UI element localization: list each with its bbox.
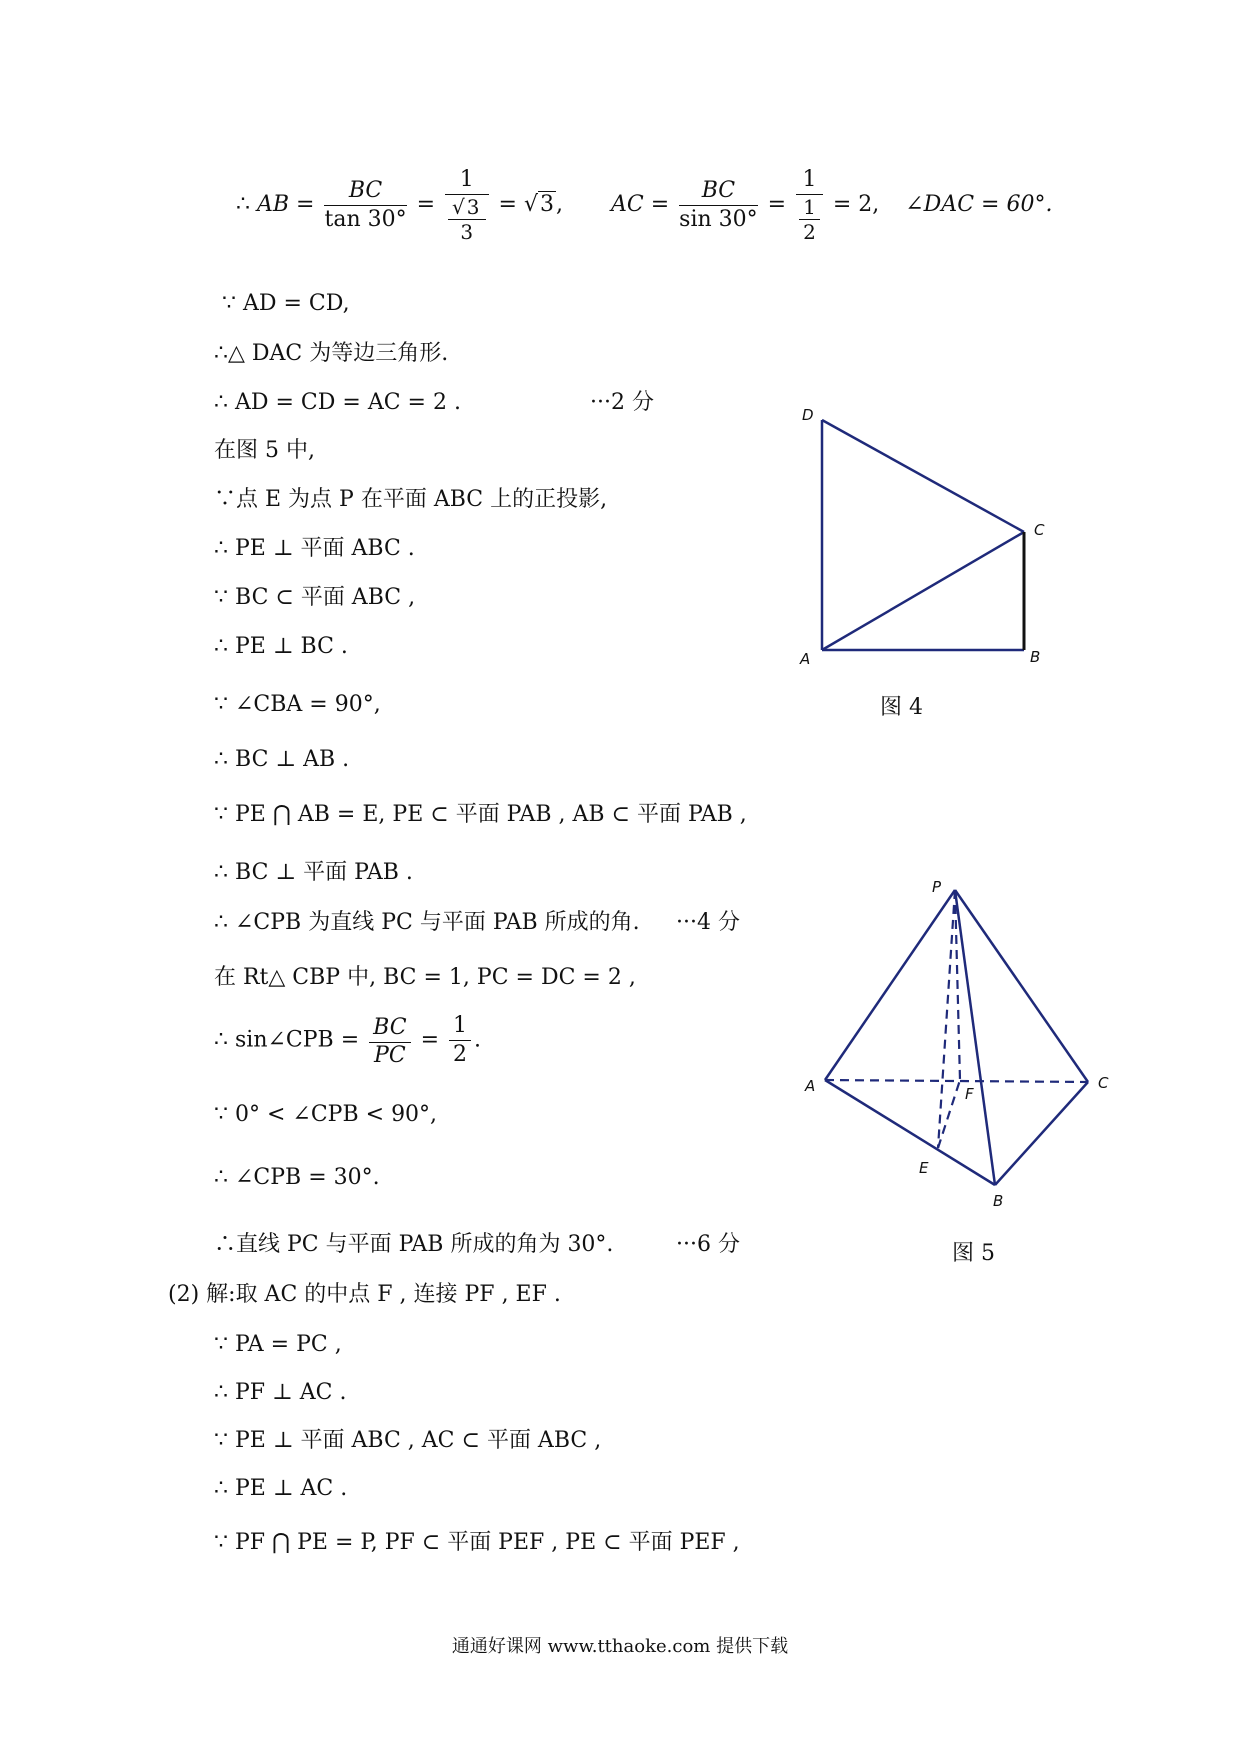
proof-line: ∵ PE ⊥ 平面 ABC , AC ⊂ 平面 ABC , <box>214 1428 602 1453</box>
sin-equation: ∴ sin∠CPB = $\frac{BC}{PC}$ = $\frac{1}{2}$ . <box>214 1013 482 1068</box>
proof-line: ∴ PE ⊥ AC . <box>214 1476 348 1501</box>
edge-AC <box>825 1080 1088 1082</box>
label-B: B <box>993 1192 1004 1210</box>
proof-line: ∵ BC ⊂ 平面 ABC , <box>214 585 416 610</box>
proof-line: ∴ ∠CPB = 30°. <box>214 1165 380 1190</box>
label-D: D <box>802 406 814 424</box>
edge-PB <box>955 890 995 1185</box>
figure-4-caption: 图 4 <box>880 695 923 720</box>
proof-line: 在 Rt△ CBP 中, BC = 1, PC = DC = 2 , <box>214 965 636 990</box>
equation-ab-ac: ∴ AB = $\frac{BC}{\tan 30^\circ}$ = $\frac{1}{\frac{√ 3}{3}}$ = √3, AC = $\frac{BC}{\sin 30^\circ}$ = $\frac{1}{\frac{1}{2}}$ = 2, ∠DAC = 60°. <box>236 167 1053 244</box>
edge-PE <box>938 890 955 1148</box>
proof-line: 在图 5 中, <box>214 438 315 463</box>
proof-line: ∴ AD = CD = AC = 2 . <box>214 390 461 415</box>
edge-PA <box>825 890 955 1080</box>
figure-4-diagram <box>790 400 1080 680</box>
proof-line: ∴直线 PC 与平面 PAB 所成的角为 30°. <box>214 1232 614 1257</box>
proof-line: ∴ PE ⊥ 平面 ABC . <box>214 536 415 561</box>
label-C: C <box>1034 521 1045 539</box>
score-mark: ···2 分 <box>590 390 654 415</box>
label-B: B <box>1030 648 1041 666</box>
page-footer: 通通好课网 www.tthaoke.com 提供下载 <box>451 1636 789 1657</box>
label-P: P <box>932 878 942 896</box>
proof-line: ∵ PA = PC , <box>214 1332 342 1357</box>
proof-line: ∵ ∠CBA = 90°, <box>214 692 381 717</box>
figure-5-caption: 图 5 <box>952 1241 995 1266</box>
edge-BC <box>995 1082 1088 1185</box>
label-A: A <box>800 650 811 668</box>
proof-line: ∵ AD = CD, <box>222 291 350 316</box>
figure-5-diagram <box>795 870 1135 1220</box>
proof-line: ∴ PF ⊥ AC . <box>214 1380 347 1405</box>
fraction-bc-tan30: $\frac{BC}{\tan 30^\circ}$ <box>324 177 407 232</box>
proof-line: ∵ 0° < ∠CPB < 90°, <box>214 1102 438 1127</box>
proof-line: ∴ ∠CPB 为直线 PC 与平面 PAB 所成的角. <box>214 910 640 935</box>
proof-line: ∴△ DAC 为等边三角形. <box>214 341 449 366</box>
score-mark: ···6 分 <box>676 1232 740 1257</box>
label-E: E <box>919 1159 929 1177</box>
proof-line: ∵ PF ⋂ PE = P, PF ⊂ 平面 PEF , PE ⊂ 平面 PEF , <box>214 1530 740 1555</box>
proof-line: ∵ PE ⋂ AB = E, PE ⊂ 平面 PAB , AB ⊂ 平面 PAB , <box>214 802 747 827</box>
score-mark: ···4 分 <box>676 910 740 935</box>
proof-line: ∴ BC ⊥ AB . <box>214 747 350 772</box>
edge-DC <box>822 420 1024 532</box>
label-A: A <box>805 1077 816 1095</box>
label-F: F <box>965 1085 974 1103</box>
edge-PC <box>955 890 1088 1082</box>
proof-line: ∴ BC ⊥ 平面 PAB . <box>214 860 413 885</box>
fraction-bc-sin30: $\frac{BC}{\sin 30^\circ}$ <box>679 177 758 232</box>
proof-line: ∴ PE ⊥ BC . <box>214 634 348 659</box>
fraction-one-over-half: $\frac{1}{\frac{1}{2}}$ <box>796 166 823 244</box>
part-two-heading: (2) 解:取 AC 的中点 F , 连接 PF , EF . <box>168 1282 561 1307</box>
fraction-one-root3-over-3: $\frac{1}{\frac{√ 3}{3}}$ <box>445 166 488 244</box>
edge-AC <box>822 532 1024 650</box>
label-C: C <box>1098 1074 1109 1092</box>
proof-line: ∵点 E 为点 P 在平面 ABC 上的正投影, <box>214 487 608 512</box>
